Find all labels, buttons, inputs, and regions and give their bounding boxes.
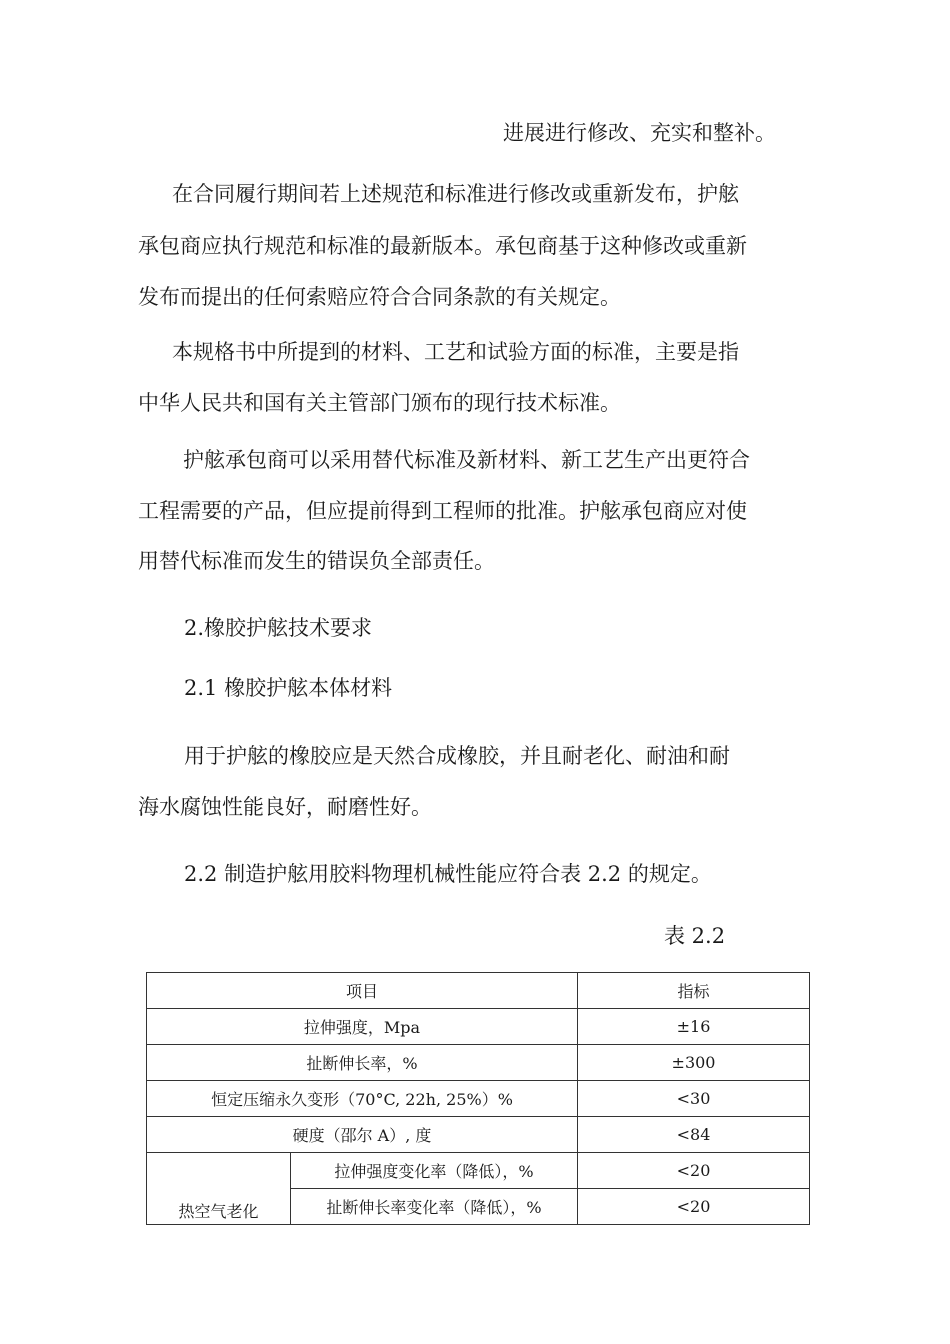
table-row: [147, 1117, 810, 1153]
table-row: [147, 1153, 810, 1189]
table-cell-value: <20: [578, 1153, 810, 1189]
table-cell-value: ±16: [578, 1009, 810, 1045]
table-cell-item: 硬度（邵尔 A）, 度: [147, 1117, 578, 1153]
table-group-cell: 热空气老化: [147, 1153, 291, 1225]
table-cell-item: 恒定压缩永久变形（70°C, 22h, 25%）%: [147, 1081, 578, 1117]
section-heading: 2.橡胶护舷技术要求: [184, 616, 373, 640]
table-row: [147, 1081, 810, 1117]
table-cell-subitem: 扯断伸长率变化率（降低），%: [291, 1189, 578, 1225]
paragraph-line: 2.2 制造护舷用胶料物理机械性能应符合表 2.2 的规定。: [184, 862, 712, 886]
table-cell-item: 扯断伸长率，%: [147, 1045, 578, 1081]
paragraph-line: 护舷承包商可以采用替代标准及新材料、新工艺生产出更符合: [183, 448, 750, 472]
paragraph-line: 用于护舷的橡胶应是天然合成橡胶，并且耐老化、耐油和耐: [184, 744, 730, 768]
table-row: [147, 1009, 810, 1045]
table-header-row: [147, 973, 810, 1009]
table-cell-value: <30: [578, 1081, 810, 1117]
table-caption: 表 2.2: [664, 924, 726, 948]
table-cell-value: <84: [578, 1117, 810, 1153]
table-cell-item: 拉伸强度，Mpa: [147, 1009, 578, 1045]
paragraph-line: 本规格书中所提到的材料、工艺和试验方面的标准，主要是指: [172, 340, 739, 364]
properties-table: [146, 972, 810, 1225]
paragraph-line: 中华人民共和国有关主管部门颁布的现行技术标准。: [138, 391, 621, 415]
paragraph-line: 在合同履行期间若上述规范和标准进行修改或重新发布，护舷: [172, 182, 739, 206]
paragraph-line: 进展进行修改、充实和整补。: [503, 121, 776, 145]
paragraph-line: 发布而提出的任何索赔应符合合同条款的有关规定。: [138, 285, 621, 309]
table-cell-value: ±300: [578, 1045, 810, 1081]
table-cell-subitem: 拉伸强度变化率（降低），%: [291, 1153, 578, 1189]
header-cell-value: 指标: [578, 973, 810, 1009]
table-row: [147, 1045, 810, 1081]
paragraph-line: 工程需要的产品，但应提前得到工程师的批准。护舷承包商应对使: [138, 499, 747, 523]
header-cell-item: 项目: [147, 973, 578, 1009]
subsection-heading: 2.1 橡胶护舷本体材料: [184, 676, 393, 700]
paragraph-line: 用替代标准而发生的错误负全部责任。: [138, 549, 495, 573]
paragraph-line: 海水腐蚀性能良好，耐磨性好。: [138, 795, 432, 819]
table-cell-value: <20: [578, 1189, 810, 1225]
paragraph-line: 承包商应执行规范和标准的最新版本。承包商基于这种修改或重新: [138, 234, 747, 258]
